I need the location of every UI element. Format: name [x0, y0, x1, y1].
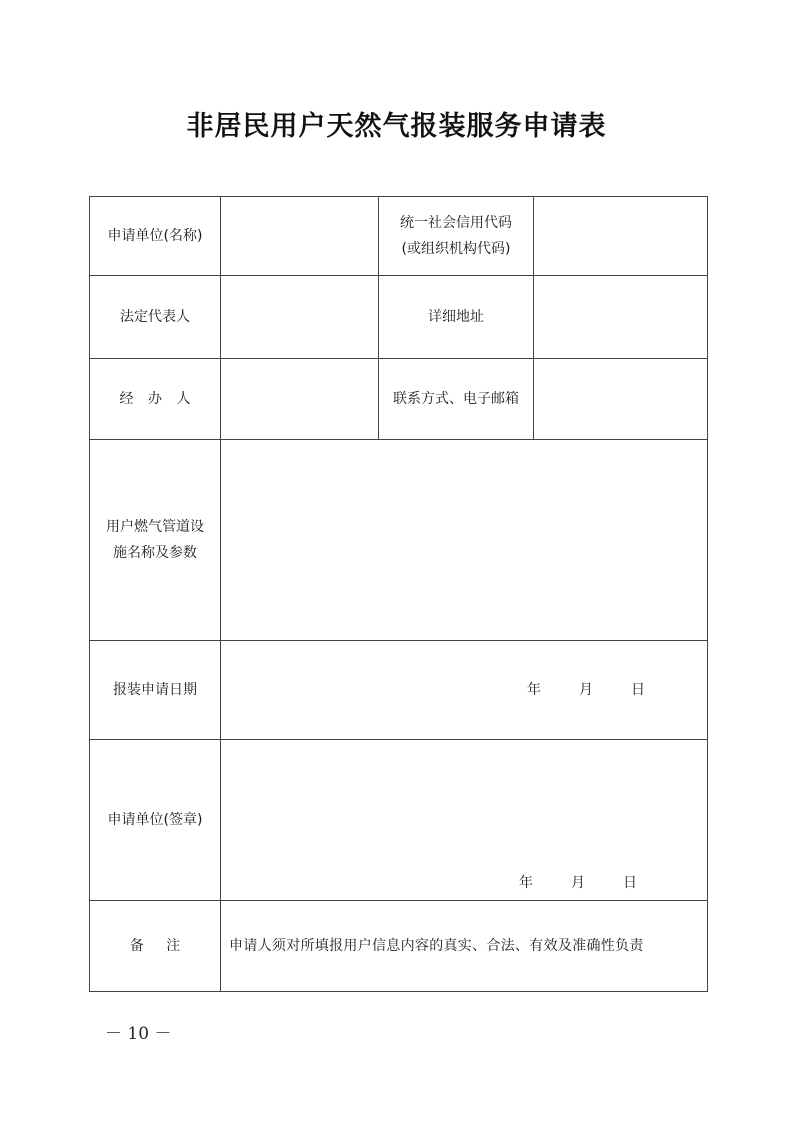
applicant-name-label: 申请单位(名称) [90, 197, 221, 276]
date-day: 日 [623, 875, 637, 891]
remark-text: 申请人须对所填报用户信息内容的真实、合法、有效及准确性负责 [221, 901, 708, 992]
credit-code-label-line1: 统一社会信用代码 [400, 215, 512, 231]
page-title: 非居民用户天然气报装服务申请表 [186, 111, 607, 142]
date-month: 月 [579, 682, 593, 698]
page-number: － 10 － [105, 1024, 172, 1044]
date-day: 日 [631, 682, 645, 698]
date-year: 年 [519, 875, 533, 891]
address-field[interactable] [534, 276, 708, 359]
legal-rep-label: 法定代表人 [90, 276, 221, 359]
table-row [90, 197, 708, 276]
contact-label: 联系方式、电子邮箱 [379, 359, 534, 440]
table-row [90, 641, 708, 740]
table-row [90, 440, 708, 641]
credit-code-label [379, 197, 534, 276]
facility-field[interactable] [221, 440, 708, 641]
credit-code-label-line2: (或组织机构代码) [401, 241, 511, 257]
seal-label: 申请单位(签章) [90, 740, 221, 901]
legal-rep-field[interactable] [221, 276, 379, 359]
handler-label: 经 办 人 [90, 359, 221, 440]
date-month: 月 [571, 875, 585, 891]
credit-code-field[interactable] [534, 197, 708, 276]
table-row [90, 359, 708, 440]
facility-label-line1: 用户燃气管道设 [106, 519, 204, 535]
apply-date-placeholder [527, 677, 645, 703]
apply-date-field[interactable] [221, 641, 708, 740]
date-year: 年 [527, 682, 541, 698]
application-form-table [89, 196, 708, 992]
address-label: 详细地址 [379, 276, 534, 359]
apply-date-label: 报装申请日期 [90, 641, 221, 740]
table-row [90, 740, 708, 901]
remark-label: 备 注 [90, 901, 221, 992]
facility-label-line2: 施名称及参数 [113, 545, 197, 561]
table-row [90, 276, 708, 359]
seal-field[interactable] [221, 740, 708, 901]
applicant-name-field[interactable] [221, 197, 379, 276]
seal-date-placeholder [519, 870, 637, 896]
contact-field[interactable] [534, 359, 708, 440]
handler-field[interactable] [221, 359, 379, 440]
facility-label [90, 440, 221, 641]
table-row [90, 901, 708, 992]
